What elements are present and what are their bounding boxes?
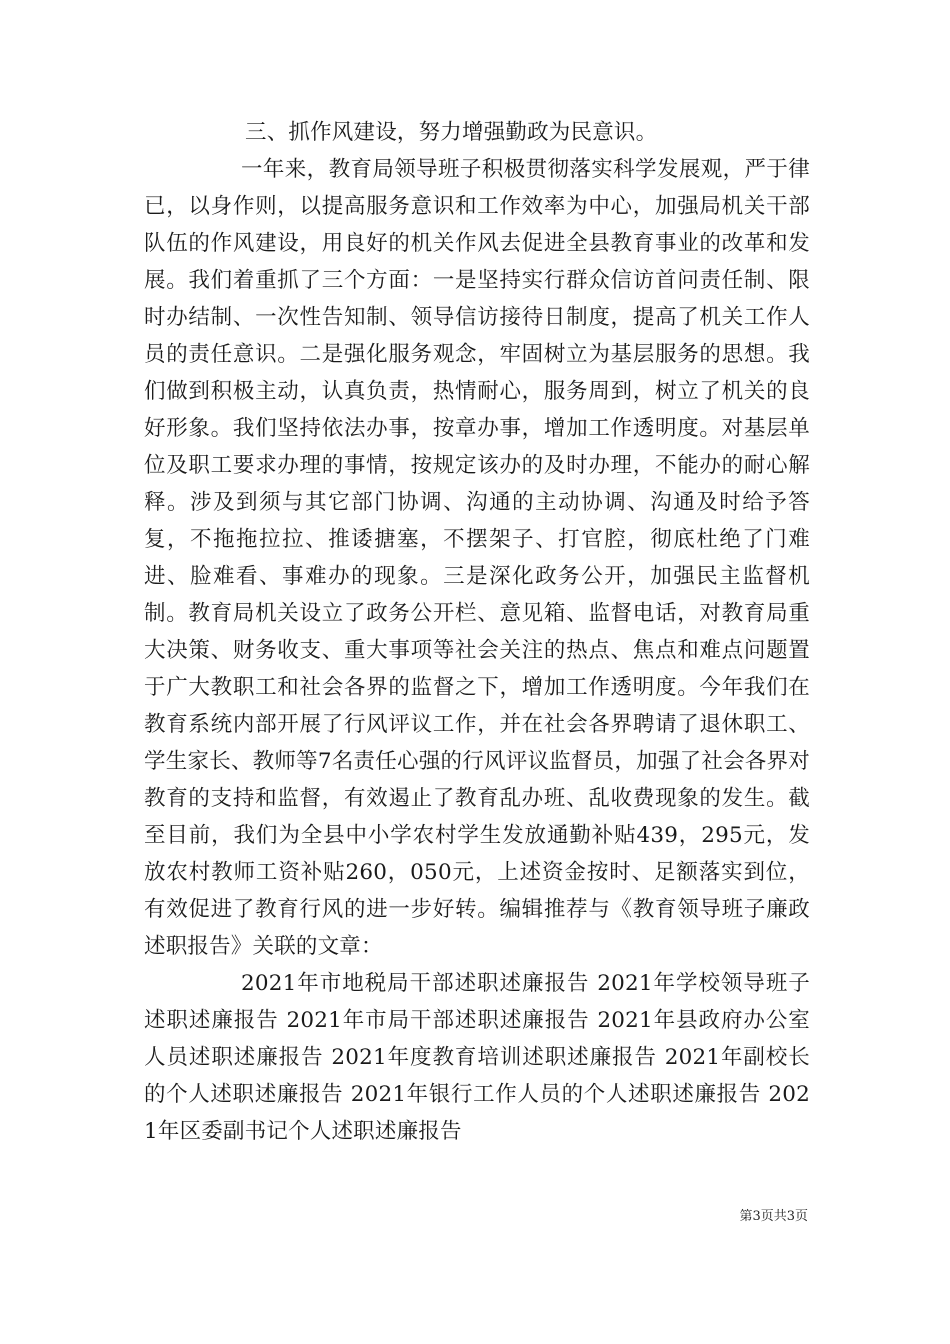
body-paragraph: 一年来，教育局领导班子积极贯彻落实科学发展观，严于律已，以身作则，以提高服务意识和工作效率为中心，加强局机关干部队伍的作风建设，用良好的机关作风去促进全县教育事业的改革和发展。我们着重抓了三个方面：一是坚持实行群众信访首问责任制、限时办结制、一次性告知制、领导信访接待日制度，提高了机关工作人员的责任意识。二是强化服务观念，牢固树立为基层服务的思想。我们做到积极主动，认真负责，热情耐心，服务周到，树立了机关的良好形象。我们坚持依法办事，按章办事，增加工作透明度。对基层单位及职工要求办理的事情，按规定该办的及时办理，不能办的耐心解释。涉及到须与其它部门协调、沟通的主动协调、沟通及时给予答复，不拖拖拉拉、推诿搪塞，不摆架子、打官腔，彻底杜绝了门难进、脸难看、事难办的现象。三是深化政务公开，加强民主监督机制。教育局机关设立了政务公开栏、意见箱、监督电话，对教育局重大决策、财务收支、重大事项等社会关注的热点、焦点和难点问题置于广大教职工和社会各界的监督之下，增加工作透明度。今年我们在教育系统内部开展了行风评议工作，并在社会各界聘请了退休职工、学生家长、教师等7名责任心强的行风评议监督员，加强了社会各界对教育的支持和监督，有效遏止了教育乱办班、乱收费现象的发生。截至目前，我们为全县中小学农村学生发放通勤补贴439，295元，发放农村教师工资补贴260，050元，上述资金按时、足额落实到位，有效促进了教育行风的进一步好转。编辑推荐与《教育领导班子廉政述职报告》关联的文章：	[144, 157, 810, 959]
related-articles: 2021年市地税局干部述职述廉报告 2021年学校领导班子述职述廉报告 2021年市局干部述职述廉报告 2021年县政府办公室人员述职述廉报告 2021年度教育培训述职述廉报告 2021年副校长的个人述职述廉报告 2021年银行工作人员的个人述职述廉报告 2021年区委副书记个人述职述廉报告	[144, 971, 810, 1144]
document-body	[144, 114, 810, 1150]
page-number: 第3页共3页	[739, 1209, 808, 1224]
section-heading: 三、抓作风建设，努力增强勤政为民意识。	[245, 120, 658, 145]
